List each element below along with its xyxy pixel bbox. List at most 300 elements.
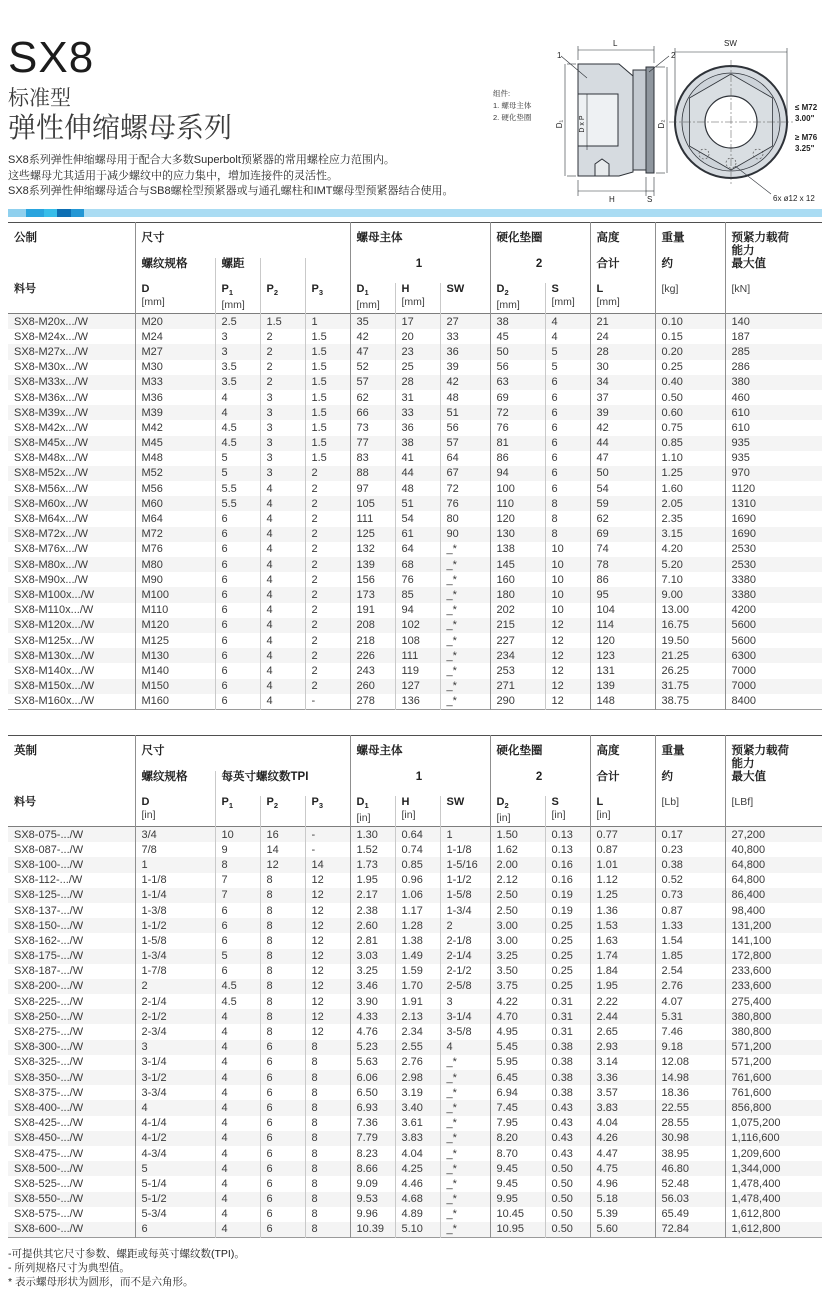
- cell: 4: [215, 1222, 260, 1238]
- cell: 3: [135, 1040, 215, 1055]
- cell: 10: [545, 572, 590, 587]
- cell: 125: [350, 527, 395, 542]
- cell: 0.43: [545, 1131, 590, 1146]
- cell: 1,478,400: [725, 1176, 822, 1191]
- cell: _*: [440, 1176, 490, 1191]
- cell: 0.87: [655, 903, 725, 918]
- cell: 2.54: [655, 964, 725, 979]
- cell: 1.52: [350, 842, 395, 857]
- cell: SX8-M140x.../W: [14, 664, 95, 677]
- cell: 1,209,600: [725, 1146, 822, 1161]
- cell: 180: [490, 587, 545, 602]
- cell: SX8-M24x.../W: [14, 330, 88, 343]
- table-row: [8, 1146, 822, 1161]
- cell: 3.03: [350, 949, 395, 964]
- cell: 51: [440, 405, 490, 420]
- table-row: [8, 888, 822, 903]
- header-cell: 约: [655, 771, 725, 796]
- cell: 4: [260, 496, 305, 511]
- cell: 28.55: [655, 1116, 725, 1131]
- cell: 76: [440, 496, 490, 511]
- cell: 37: [590, 390, 655, 405]
- cell: 76: [395, 572, 440, 587]
- cell: 8: [260, 933, 305, 948]
- cell: 8400: [725, 694, 822, 710]
- cell: 0.50: [545, 1161, 590, 1176]
- cell: 14.98: [655, 1070, 725, 1085]
- cell: 4: [215, 405, 260, 420]
- cell: 5: [215, 949, 260, 964]
- cell: 3380: [725, 572, 822, 587]
- cell: 2.55: [395, 1040, 440, 1055]
- cell: SX8-175-.../W: [14, 950, 84, 963]
- header-cell: L [mm]: [590, 283, 655, 314]
- cell: 8: [305, 1131, 350, 1146]
- cell: 6: [545, 466, 590, 481]
- cell: 2: [305, 648, 350, 663]
- cell: 6: [215, 694, 260, 710]
- cell: 6: [260, 1040, 305, 1055]
- cell: 8: [545, 496, 590, 511]
- cell: 39: [590, 405, 655, 420]
- cell: 0.15: [655, 329, 725, 344]
- table-row: [8, 873, 822, 888]
- cell: 6: [215, 527, 260, 542]
- cell: 4: [215, 1131, 260, 1146]
- cell: 6: [260, 1131, 305, 1146]
- cell: M24: [135, 329, 215, 344]
- cell: 35: [350, 314, 395, 330]
- cell: 4.89: [395, 1207, 440, 1222]
- cell: 2.05: [655, 496, 725, 511]
- cell: 290: [490, 694, 545, 710]
- cell: 2: [305, 603, 350, 618]
- cell: SX8-M27x.../W: [14, 345, 88, 358]
- cell: 4: [135, 1100, 215, 1115]
- cell: 17: [395, 314, 440, 330]
- cell: 6: [260, 1055, 305, 1070]
- cell: 48: [440, 390, 490, 405]
- cell: 12: [305, 873, 350, 888]
- cell: _*: [440, 542, 490, 557]
- header-cell: [LBf]: [725, 796, 822, 827]
- table-row: [8, 842, 822, 857]
- cell: SX8-075-.../W: [14, 828, 84, 841]
- table-row: [8, 375, 822, 390]
- cell: 4: [260, 679, 305, 694]
- cell: 1.5: [305, 436, 350, 451]
- cell: 83: [350, 451, 395, 466]
- cell: 286: [725, 360, 822, 375]
- cell: 1-1/2: [135, 918, 215, 933]
- cell: 6: [545, 390, 590, 405]
- cell: 4: [545, 314, 590, 330]
- cell: M150: [135, 679, 215, 694]
- cell: SX8-300-.../W: [14, 1041, 84, 1054]
- table-row: [8, 1085, 822, 1100]
- cell: 9.96: [350, 1207, 395, 1222]
- cell: 1690: [725, 511, 822, 526]
- cell: M64: [135, 511, 215, 526]
- table-row: [8, 587, 822, 602]
- cell: 47: [350, 344, 395, 359]
- cell: 761,600: [725, 1070, 822, 1085]
- header-cell: 硬化垫圈: [490, 223, 590, 259]
- cell: SX8-112-.../W: [14, 874, 83, 887]
- cell: 2.38: [350, 903, 395, 918]
- cell: -: [305, 827, 350, 843]
- cell: 72.84: [655, 1222, 725, 1238]
- cell: _*: [440, 603, 490, 618]
- cell: 4: [215, 1055, 260, 1070]
- cell: -: [305, 694, 350, 710]
- cell: 9: [215, 842, 260, 857]
- cell: 12: [545, 633, 590, 648]
- cell: 67: [440, 466, 490, 481]
- cell: 260: [350, 679, 395, 694]
- cell: 110: [490, 496, 545, 511]
- cell: 27,200: [725, 827, 822, 843]
- cell: SX8-M110x.../W: [14, 604, 94, 617]
- cell: SX8-125-.../W: [14, 889, 84, 902]
- cell: 62: [350, 390, 395, 405]
- cell: 9.00: [655, 587, 725, 602]
- cell: 119: [395, 663, 440, 678]
- header-cell: 重量: [655, 736, 725, 772]
- table-row: [8, 1055, 822, 1070]
- legend-item-2: 2. 硬化垫圈: [493, 113, 532, 122]
- cell: M80: [135, 557, 215, 572]
- cell: SX8-425-.../W: [14, 1117, 84, 1130]
- cell: 2.17: [350, 888, 395, 903]
- dim-DxP-label: D x P: [579, 115, 586, 133]
- cell: SX8-M42x.../W: [14, 421, 88, 434]
- cell: 1-1/2: [440, 873, 490, 888]
- header-cell: 预紧力载荷能力: [725, 223, 822, 259]
- cell: 2: [305, 633, 350, 648]
- cell: 72: [440, 481, 490, 496]
- cell: 9.45: [490, 1176, 545, 1191]
- cell: 4: [260, 663, 305, 678]
- cell: 4.04: [590, 1116, 655, 1131]
- cell: 1,478,400: [725, 1192, 822, 1207]
- cell: 2: [305, 527, 350, 542]
- cell: 2.35: [655, 511, 725, 526]
- cell: 30: [590, 360, 655, 375]
- cell: 0.43: [545, 1100, 590, 1115]
- header-cell: 1: [350, 258, 490, 283]
- cell: 4-1/2: [135, 1131, 215, 1146]
- header-cell: 1: [350, 771, 490, 796]
- cell: 3.61: [395, 1116, 440, 1131]
- cell: 4.25: [395, 1161, 440, 1176]
- cell: 31: [395, 390, 440, 405]
- table-row: [8, 663, 822, 678]
- cell: 80: [440, 511, 490, 526]
- cell: 8: [260, 1024, 305, 1039]
- footnotes: [8, 1247, 245, 1289]
- annotation-le-m72: ≤ M72: [795, 103, 818, 112]
- cell: SX8-200-.../W: [14, 980, 84, 993]
- cell: 3/4: [135, 827, 215, 843]
- header-cell: 高度: [590, 223, 655, 259]
- cell: 14: [305, 857, 350, 872]
- cell: 0.38: [545, 1040, 590, 1055]
- cell: 2.98: [395, 1070, 440, 1085]
- cell: 4.5: [215, 420, 260, 435]
- cell: M76: [135, 542, 215, 557]
- cell: 1.49: [395, 949, 440, 964]
- cell: 8: [260, 873, 305, 888]
- cell: 4: [215, 1009, 260, 1024]
- cell: 85: [395, 587, 440, 602]
- cell: 86: [590, 572, 655, 587]
- header-cell: 最大值: [725, 771, 822, 796]
- cell: 4: [260, 572, 305, 587]
- header-cell: [305, 258, 350, 283]
- cell: 44: [395, 466, 440, 481]
- header-cell: 料号: [14, 796, 36, 808]
- header-cell: $P_2$: [260, 283, 305, 314]
- cell: 6: [545, 405, 590, 420]
- cell: 215: [490, 618, 545, 633]
- header-cell: 合计: [590, 771, 655, 796]
- cell: SX8-M52x.../W: [14, 467, 88, 480]
- table-row: [8, 466, 822, 481]
- cell: 40,800: [725, 842, 822, 857]
- cell: 100: [490, 481, 545, 496]
- header-cell: [Lb]: [655, 796, 725, 827]
- cell: 88: [350, 466, 395, 481]
- cell: 1-3/4: [135, 949, 215, 964]
- cell: 45: [490, 329, 545, 344]
- cell: M33: [135, 375, 215, 390]
- cell: 275,400: [725, 994, 822, 1009]
- header-cell: D [in]: [135, 796, 215, 827]
- cell: 1.95: [350, 873, 395, 888]
- cell: 12: [545, 618, 590, 633]
- cell: 2.81: [350, 933, 395, 948]
- cell: 10: [545, 603, 590, 618]
- cell: 48: [395, 481, 440, 496]
- table-row: [8, 827, 822, 843]
- cell: 23: [395, 344, 440, 359]
- cell: 970: [725, 466, 822, 481]
- cell: 8: [305, 1161, 350, 1176]
- cell: 3.57: [590, 1085, 655, 1100]
- cell: 24: [590, 329, 655, 344]
- cell: 4.26: [590, 1131, 655, 1146]
- cell: 6: [260, 1070, 305, 1085]
- header-cell: 高度: [590, 736, 655, 772]
- cell: 4: [215, 1100, 260, 1115]
- cell: 2-1/4: [135, 994, 215, 1009]
- cell: 12: [260, 857, 305, 872]
- cell: 2: [260, 344, 305, 359]
- cell: 4: [215, 1161, 260, 1176]
- cell: _*: [440, 1146, 490, 1161]
- cell: 1-3/8: [135, 903, 215, 918]
- cell: 86,400: [725, 888, 822, 903]
- cell: 86: [490, 451, 545, 466]
- cell: 2.76: [395, 1055, 440, 1070]
- cell: SX8-M72x.../W: [14, 528, 88, 541]
- cell: M52: [135, 466, 215, 481]
- cell: 4.5: [215, 979, 260, 994]
- header-row: [8, 223, 822, 259]
- cell: 8: [305, 1176, 350, 1191]
- cell: 102: [395, 618, 440, 633]
- cell: 12: [305, 1009, 350, 1024]
- header-cell: $P_3$: [305, 283, 350, 314]
- cell: 0.20: [655, 344, 725, 359]
- annotation-ge-m76: ≥ M76: [795, 133, 818, 142]
- cell: 1.91: [395, 994, 440, 1009]
- cell: 0.40: [655, 375, 725, 390]
- cell: 47: [590, 451, 655, 466]
- cell: 90: [440, 527, 490, 542]
- cell: _*: [440, 557, 490, 572]
- cell: 16.75: [655, 618, 725, 633]
- cell: 3.5: [215, 360, 260, 375]
- cell: 4: [260, 527, 305, 542]
- annotation-le-inch: 3.00": [795, 114, 815, 123]
- cell: 5.39: [590, 1207, 655, 1222]
- cell: 130: [490, 527, 545, 542]
- cell: 4.07: [655, 994, 725, 1009]
- cell: 1.85: [655, 949, 725, 964]
- cell: 4.04: [395, 1146, 440, 1161]
- cell: M56: [135, 481, 215, 496]
- cell: 111: [350, 511, 395, 526]
- cell: 1.62: [490, 842, 545, 857]
- cell: 2.50: [490, 888, 545, 903]
- cell: 12: [305, 964, 350, 979]
- cell: _*: [440, 1100, 490, 1115]
- cell: 141,100: [725, 933, 822, 948]
- cell: 4: [215, 1085, 260, 1100]
- cell: 0.25: [545, 933, 590, 948]
- balloon-2: 2: [671, 51, 676, 60]
- cell: 41: [395, 451, 440, 466]
- cell: 1.36: [590, 903, 655, 918]
- legend-title: 组件:: [493, 89, 511, 98]
- cell: 856,800: [725, 1100, 822, 1115]
- cell: 5600: [725, 618, 822, 633]
- cell: 218: [350, 633, 395, 648]
- cell: 1-7/8: [135, 964, 215, 979]
- cell: 38: [395, 436, 440, 451]
- header-cell: $P_2$: [260, 796, 305, 827]
- cell: 0.50: [545, 1176, 590, 1191]
- cell: M110: [135, 603, 215, 618]
- cell: 31.75: [655, 679, 725, 694]
- cell: 0.38: [545, 1070, 590, 1085]
- accent-band-segment: [57, 209, 71, 217]
- cell: 0.43: [545, 1116, 590, 1131]
- cell: 0.16: [545, 857, 590, 872]
- cell: 4.68: [395, 1192, 440, 1207]
- cell: 3: [260, 451, 305, 466]
- table-row: [8, 496, 822, 511]
- cell: 12: [545, 679, 590, 694]
- accent-band-segment: [71, 209, 84, 217]
- cell: 8: [260, 888, 305, 903]
- description-line: SX8系列弹性伸缩螺母用于配合大多数Superbolt预紧器的常用螺栓应力范围内。: [8, 154, 395, 166]
- cell: SX8-M64x.../W: [14, 513, 88, 526]
- cell: 6: [260, 1100, 305, 1115]
- cell: _*: [440, 572, 490, 587]
- cell: 3: [260, 436, 305, 451]
- cell: 3: [260, 405, 305, 420]
- cell: SX8-500-.../W: [14, 1162, 84, 1175]
- cell: 0.31: [545, 1009, 590, 1024]
- cell: 4: [215, 1024, 260, 1039]
- cell: 6: [215, 679, 260, 694]
- cell: 3.50: [490, 964, 545, 979]
- cell: SX8-M45x.../W: [14, 437, 88, 450]
- header-cell: $P_1$ [mm]: [215, 283, 260, 314]
- cell: 6: [215, 603, 260, 618]
- header-cell: 硬化垫圈: [490, 736, 590, 772]
- cell: 5.95: [490, 1055, 545, 1070]
- cell: 7.36: [350, 1116, 395, 1131]
- cell: SX8-087-.../W: [14, 843, 84, 856]
- cell: 57: [440, 436, 490, 451]
- hole-note: 6x ø12 x 12: [773, 194, 815, 203]
- table-row: [8, 633, 822, 648]
- table-row: [8, 1222, 822, 1238]
- cell: 4: [260, 587, 305, 602]
- cell: 9.45: [490, 1161, 545, 1176]
- cell: 3380: [725, 587, 822, 602]
- cell: 0.38: [545, 1055, 590, 1070]
- cell: 3-1/2: [135, 1070, 215, 1085]
- cell: 0.38: [655, 857, 725, 872]
- cell: SX8-225-.../W: [14, 995, 84, 1008]
- cell: 27: [440, 314, 490, 330]
- cell: 4: [260, 603, 305, 618]
- cell: 38.75: [655, 694, 725, 710]
- cell: 2-1/2: [135, 1009, 215, 1024]
- cell: 1.5: [305, 405, 350, 420]
- header-cell: 英制: [14, 745, 37, 757]
- cell: 0.43: [545, 1146, 590, 1161]
- cell: SX8-M30x.../W: [14, 361, 88, 374]
- cell: 6: [545, 481, 590, 496]
- cell: 8: [260, 964, 305, 979]
- cell: 4-3/4: [135, 1146, 215, 1161]
- header-cell: 螺母主体: [350, 223, 490, 259]
- legend-item-1: 1. 螺母主体: [493, 101, 532, 110]
- header-cell: 螺纹规格: [135, 258, 215, 283]
- cell: M72: [135, 527, 215, 542]
- cell: 5: [545, 344, 590, 359]
- cell: SX8-M60x.../W: [14, 497, 88, 510]
- cell: 1690: [725, 527, 822, 542]
- cell: 8.70: [490, 1146, 545, 1161]
- cell: 5.20: [655, 557, 725, 572]
- cell: SX8-M48x.../W: [14, 452, 88, 465]
- cell: 0.50: [545, 1207, 590, 1222]
- cell: 4: [260, 633, 305, 648]
- cell: 234: [490, 648, 545, 663]
- accent-band-segment: [8, 209, 26, 217]
- cell: 8: [305, 1207, 350, 1222]
- cell: 9.09: [350, 1176, 395, 1191]
- header-cell: $D_1$ [mm]: [350, 283, 395, 314]
- cell: M140: [135, 663, 215, 678]
